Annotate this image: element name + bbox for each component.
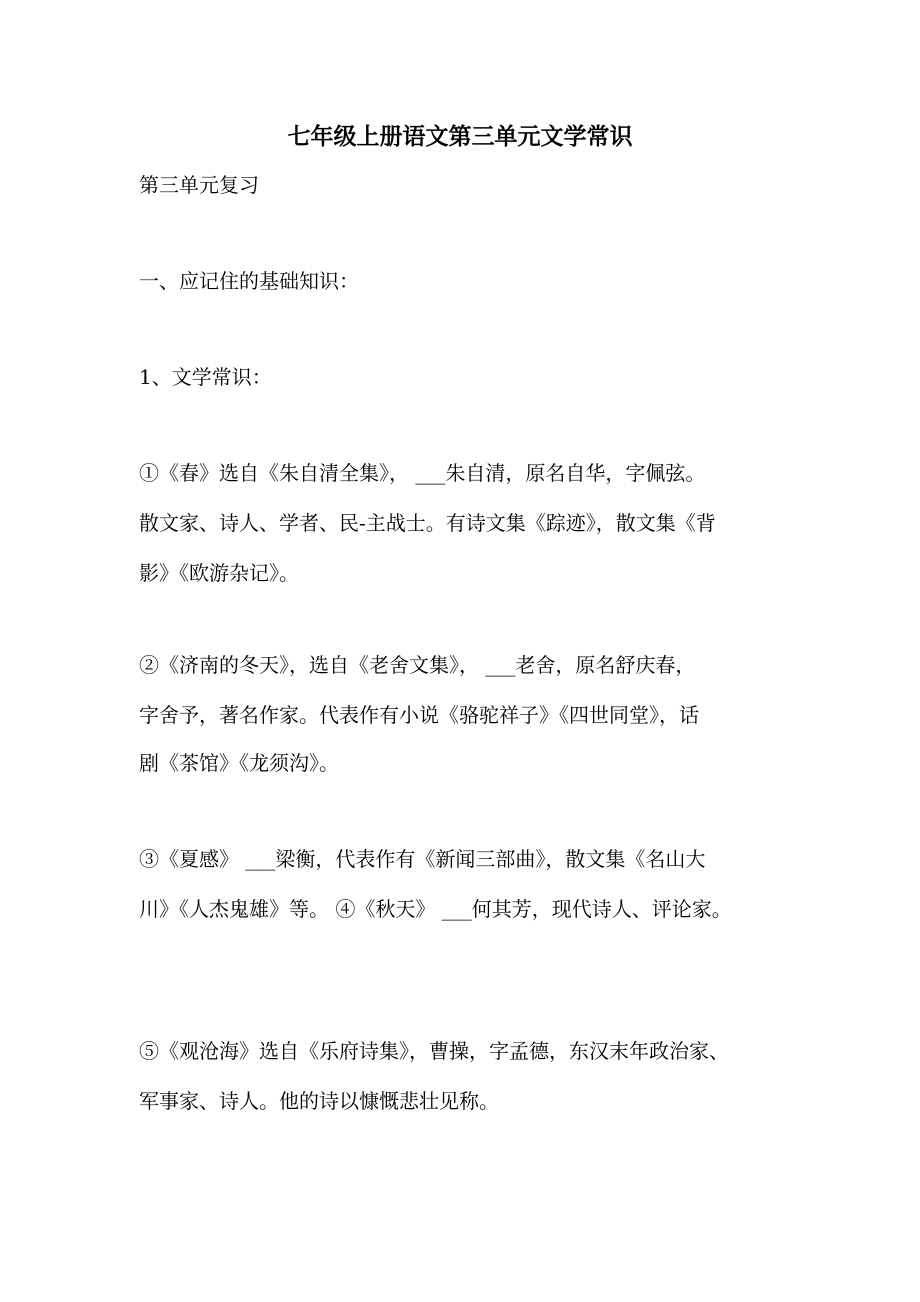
subtitle: 第三单元复习 [139,173,259,197]
item-2-line-3: 剧《茶馆》《龙须沟》。 [139,751,339,775]
item-1-line-2: 散文家、诗人、学者、民-主战士。有诗文集《踪迹》，散文集《背 [139,511,716,535]
item-2-line-2: 字舍予，著名作家。代表作有小说《骆驼祥子》《四世同堂》，话 [139,703,699,727]
document-title: 七年级上册语文第三单元文学常识 [287,123,633,150]
item-4-line-1: ⑤《观沧海》选自《乐府诗集》，曹操，字孟德，东汉末年政治家、 [139,1039,729,1063]
item-1-line-1: ①《春》选自《朱自清全集》， ___朱自清，原名自华，字佩弦。 [139,461,706,485]
item-2-line-1: ②《济南的冬天》，选自《老舍文集》， ___老舍，原名舒庆春， [139,653,696,677]
item-1-line-3: 影》《欧游杂记》。 [139,561,299,585]
item-4-line-2: 军事家、诗人。他的诗以慷慨悲壮见称。 [139,1089,499,1113]
item-3-line-1: ③《夏感》 ___梁衡，代表作有《新闻三部曲》，散文集《名山大 [139,847,706,871]
section-heading: 一、应记住的基础知识： [139,269,359,293]
subsection-heading: 1、文学常识： [139,365,272,389]
item-3-line-2: 川》《人杰鬼雄》等。 ④《秋天》 ___何其芳，现代诗人、评论家。 [139,897,732,921]
